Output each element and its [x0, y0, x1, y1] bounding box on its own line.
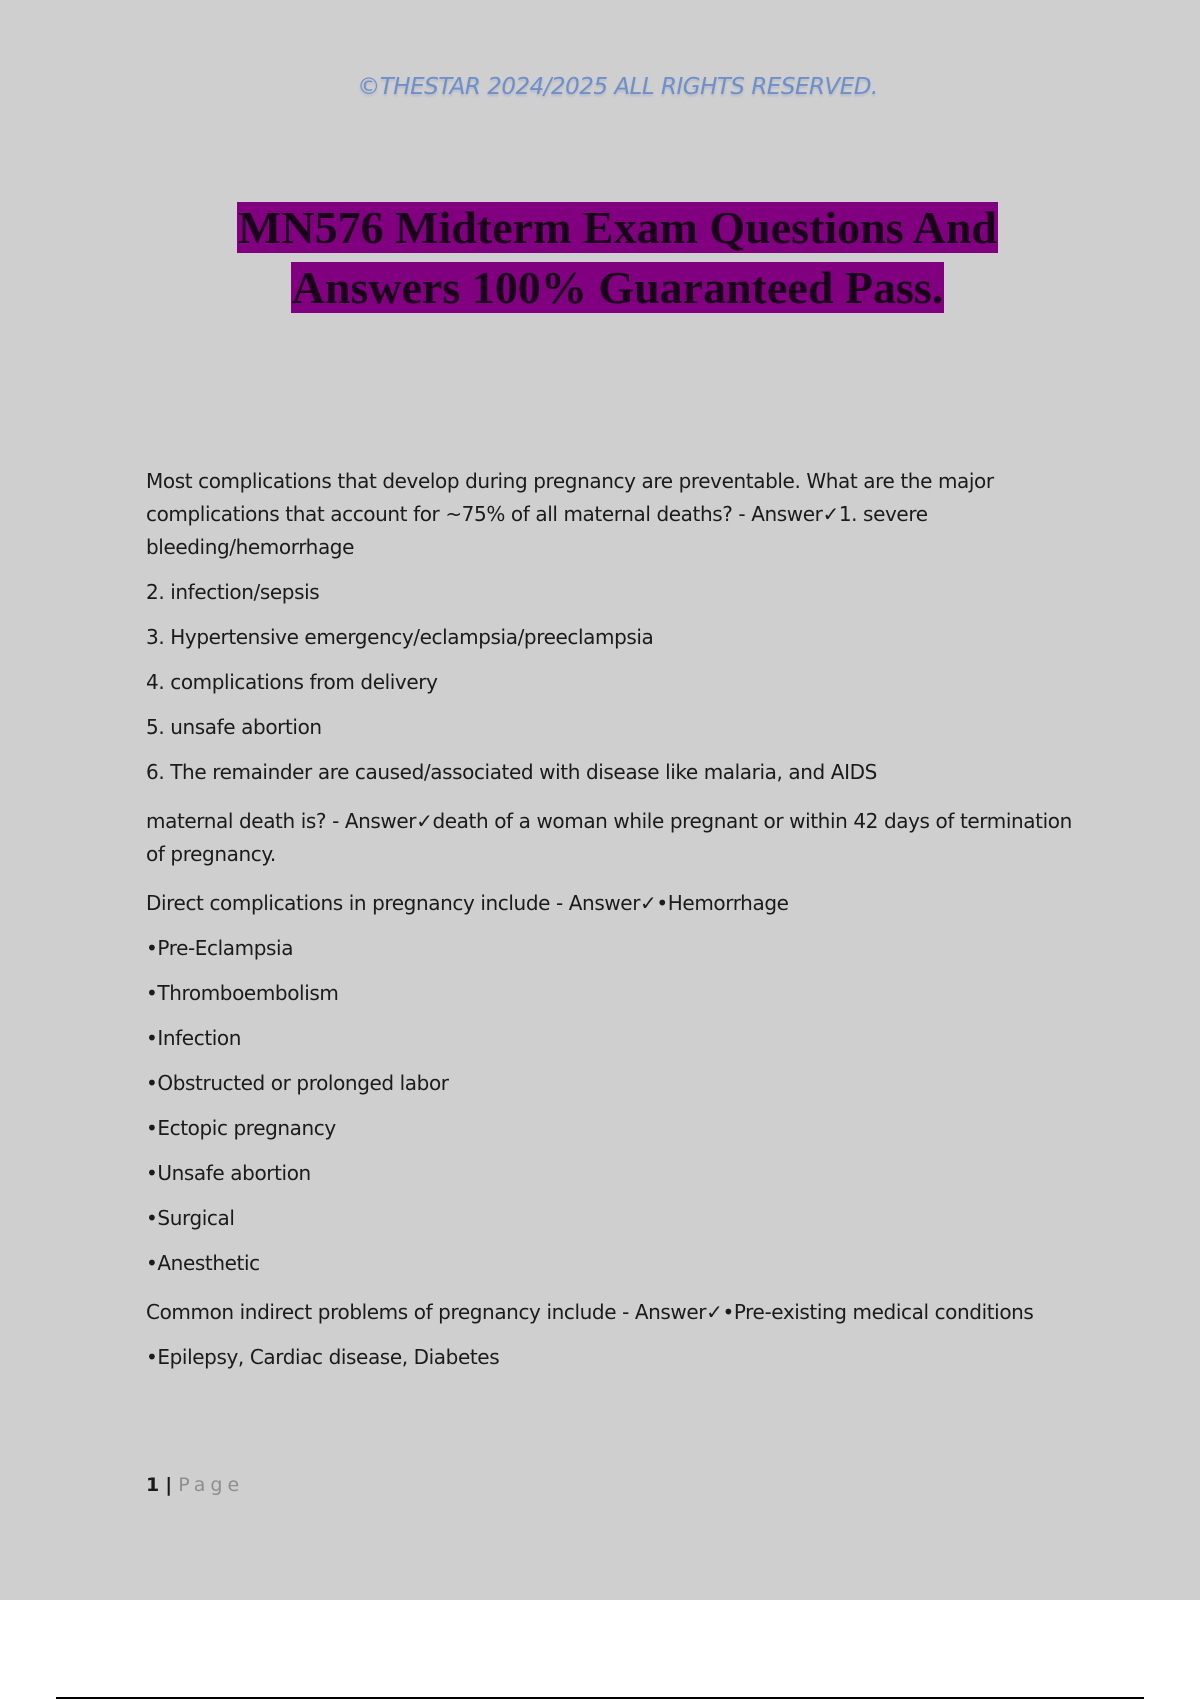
document-title	[0, 198, 1200, 318]
title-line-2: Answers 100% Guaranteed Pass.	[291, 262, 944, 313]
content-line: •Infection	[146, 1026, 242, 1050]
content-line: Direct complications in pregnancy include - Answer✓•Hemorrhage	[146, 891, 789, 915]
page-footer	[146, 1474, 244, 1496]
content-line: 4. complications from delivery	[146, 670, 438, 694]
content-line: 5. unsafe abortion	[146, 715, 322, 739]
content-line: •Obstructed or prolonged labor	[146, 1071, 449, 1095]
content-line: Most complications that develop during pregnancy are preventable. What are the major complications that account for ~75% of all maternal deaths? - Answer✓1. severe bleeding/hemorrhage	[146, 469, 994, 559]
copyright-notice: ©THESTAR 2024/2025 ALL RIGHTS RESERVED.	[357, 74, 878, 100]
content-line: •Ectopic pregnancy	[146, 1116, 336, 1140]
content-line: •Epilepsy, Cardiac disease, Diabetes	[146, 1345, 500, 1369]
bottom-divider	[56, 1697, 1144, 1699]
page-separator: |	[165, 1474, 173, 1496]
content-line: maternal death is? - Answer✓death of a woman while pregnant or within 42 days of termination of pregnancy.	[146, 809, 1072, 866]
content-line: 2. infection/sepsis	[146, 580, 320, 604]
content-line: 3. Hypertensive emergency/eclampsia/preeclampsia	[146, 625, 654, 649]
content-line: •Pre-Eclampsia	[146, 936, 294, 960]
page-label: Page	[178, 1474, 245, 1496]
content-line: Common indirect problems of pregnancy include - Answer✓•Pre-existing medical conditions	[146, 1300, 1034, 1324]
question-answer-body	[146, 465, 1076, 1374]
content-line: •Unsafe abortion	[146, 1161, 311, 1185]
content-line: •Anesthetic	[146, 1251, 260, 1275]
content-line: •Thromboembolism	[146, 981, 339, 1005]
title-line-1: MN576 Midterm Exam Questions And	[238, 202, 997, 253]
content-line: •Surgical	[146, 1206, 235, 1230]
page-number: 1	[146, 1474, 160, 1496]
content-line: 6. The remainder are caused/associated with disease like malaria, and AIDS	[146, 760, 877, 784]
